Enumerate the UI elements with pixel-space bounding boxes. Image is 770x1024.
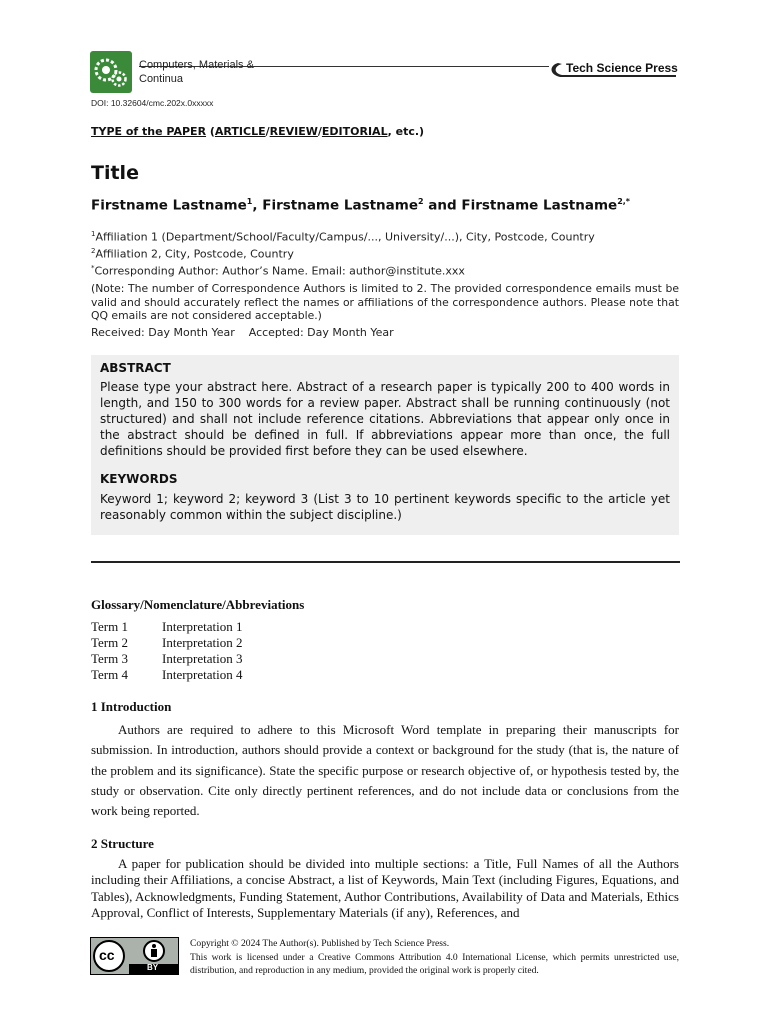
license-statement: This work is licensed under a Creative Commons Attribution 4.0 International License, which permits unrestricted use, distribution, and reproduction in any medium, provided the original work is properly cited. (190, 951, 679, 976)
affiliation-text: Affiliation 2, City, Postcode, Country (95, 247, 294, 261)
journal-name-line2: Continua (139, 73, 184, 85)
abstract-box (91, 355, 679, 535)
introduction-text: Authors are required to adhere to this Microsoft Word template in preparing their manuscripts for submission. In introduction, authors should provide a context or background for the study (that is, the nature of the problem and its significance). State the specific purpose or research objective of, or hypothesis tested by, the study or observation. Cite only directly pertinent references, and do not include data or conclusions from the work being reported. (91, 722, 679, 819)
gear-logo-icon (90, 51, 132, 93)
affiliation-sup: * (91, 264, 95, 272)
affiliation-sup: 2 (91, 247, 96, 255)
paper-type-slash: / (317, 125, 322, 138)
cc-by-badge (90, 937, 179, 975)
copyright-line: Copyright © 2024 The Author(s). Published by Tech Science Press. (190, 938, 450, 949)
doi: DOI: 10.32604/cmc.202x.0xxxxx (91, 98, 214, 108)
journal-name-line1: Computers, Materials & (139, 59, 254, 71)
affiliation-sup: 1 (91, 230, 96, 238)
by-strip (129, 964, 178, 974)
author-list (91, 197, 630, 214)
glossary-interpretation: Interpretation 4 (162, 667, 243, 682)
paper-title: Title (91, 162, 139, 184)
author-sep: and (423, 197, 462, 214)
abstract-heading: ABSTRACT (100, 361, 171, 375)
glossary-row (91, 635, 243, 651)
paper-type-slash: / (265, 125, 270, 138)
author-3-sup: 2,* (617, 197, 630, 206)
glossary-interpretation: Interpretation 1 (162, 619, 243, 634)
glossary-row (91, 619, 243, 635)
journal-logo (90, 51, 132, 93)
author-3: Firstname Lastname (461, 197, 618, 214)
author-sep: , (252, 197, 263, 214)
keywords-heading: KEYWORDS (100, 472, 178, 486)
glossary-row (91, 651, 243, 667)
glossary-term: Term 3 (91, 651, 128, 666)
dates (91, 326, 394, 339)
glossary-interpretation: Interpretation 3 (162, 651, 243, 666)
abstract-text: Please type your abstract here. Abstract of a research paper is typically 200 to 400 words in length, and 150 to 300 words for a review paper. Abstract shall be running continuously (not structured) and shall not include reference citations. Abbreviations that appear only once in the abstract should be defined in full. If abbreviations appear more than once, the full definitions should be provided first before they can be used elsewhere. (100, 380, 670, 458)
glossary-heading: Glossary/Nomenclature/Abbreviations (91, 597, 305, 612)
author-1: Firstname Lastname (91, 197, 247, 214)
introduction-heading: 1 Introduction (91, 699, 172, 714)
journal-name (139, 58, 254, 86)
author-2: Firstname Lastname (262, 197, 419, 214)
paper-type-article: ARTICLE (214, 125, 266, 138)
paper-type (91, 125, 424, 138)
affiliation-text: Affiliation 1 (Department/School/Faculty/Campus/..., University/...), City, Postcode, Country (95, 230, 595, 244)
publisher-logo (548, 60, 680, 80)
corresponding-author (91, 264, 465, 278)
paper-type-close: , etc.) (387, 125, 425, 138)
paper-type-label: TYPE of the PAPER (91, 125, 207, 138)
author-2-sup: 2 (418, 197, 424, 206)
section-divider (91, 561, 680, 563)
author-1-sup: 1 (246, 197, 253, 206)
glossary-term: Term 2 (91, 635, 128, 650)
paper-type-review: REVIEW (269, 125, 318, 138)
by-label: BY (147, 963, 159, 972)
glossary-row (91, 667, 243, 683)
paper-type-editorial: EDITORIAL (321, 125, 388, 138)
keywords-text: Keyword 1; keyword 2; keyword 3 (List 3 to 10 pertinent keywords specific to the article yet reasonably common within the subject discipline.) (100, 492, 670, 522)
correspondence-note: (Note: The number of Correspondence Authors is limited to 2. The provided correspondence emails must be valid and should accurately reflect the names or affiliations of the correspondence authors. Please note that QQ emails are not considered acceptable.) (91, 282, 679, 322)
received-date: Received: Day Month Year (91, 326, 235, 339)
glossary-term: Term 1 (91, 619, 128, 634)
affiliation-1 (91, 230, 595, 244)
paper-type-open: ( (206, 125, 215, 138)
structure-text: A paper for publication should be divided into multiple sections: a Title, Full Names of all the Authors including their Affiliations, a concise Abstract, a list of Keywords, Main Text (including Figures, Equations, and Tables), Acknowledgments, Funding Statement, Author Contributions, Availability of Data and Materials, Ethics Approval, Conflict of Interests, Supplementary Materials (if any), References, and (91, 856, 679, 920)
affiliation-2 (91, 247, 294, 261)
glossary-term: Term 4 (91, 667, 128, 682)
cc-icon (93, 940, 125, 972)
affiliation-text: Corresponding Author: Author’s Name. Email: author@institute.xxx (94, 264, 465, 278)
accepted-date: Accepted: Day Month Year (248, 326, 394, 339)
publisher-name: Tech Science Press (566, 61, 678, 75)
structure-heading: 2 Structure (91, 836, 154, 851)
license-text (190, 937, 679, 978)
glossary-interpretation: Interpretation 2 (162, 635, 243, 650)
cc-label: cc (99, 947, 115, 963)
attribution-person-icon (143, 940, 165, 962)
